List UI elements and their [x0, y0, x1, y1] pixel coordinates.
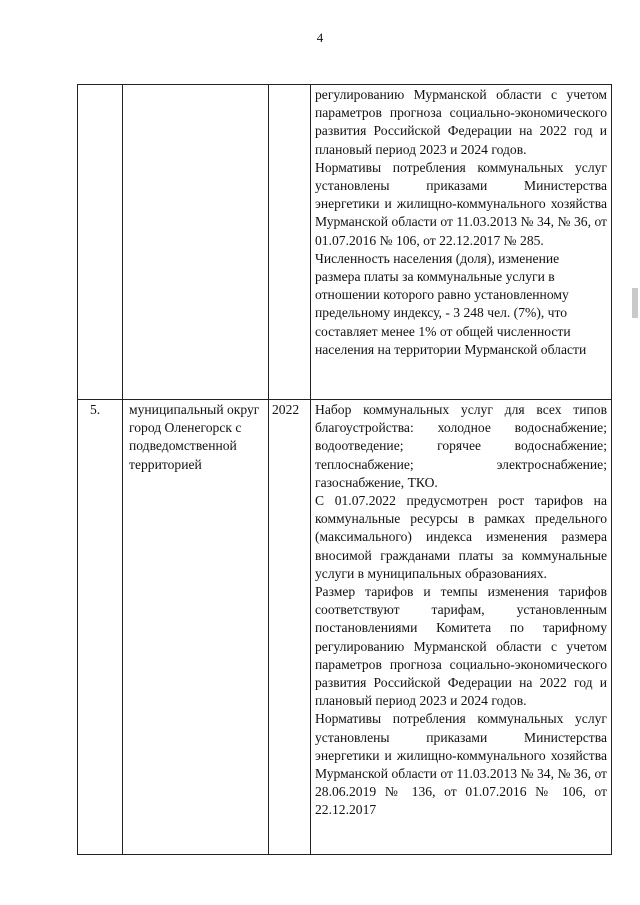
table-row [78, 85, 612, 400]
description-paragraph: Численность населения (доля), изменение размера платы за коммунальные услуги в отношении которого равно установленному предельному индексу, - 3 248 чел. (7%), что составляет менее 1% от общей численности населения на территории Мурманской области [315, 250, 587, 357]
municipality-cell: муниципальный округ город Оленегорск с подведомственной территорией [123, 400, 269, 855]
description-paragraph: Нормативы потребления коммунальных услуг установлены приказами Министерства энергетики и жилищно-коммунального хозяйства Мурманской области от 11.03.2013 № 34, № 36, от 28.06.2019 № 136, от 01.07.2016 № 106, от 22.12.2017 [315, 711, 607, 818]
table-row [78, 400, 612, 855]
year-cell: 2022 [269, 400, 311, 855]
row-number-cell: 5. [78, 400, 123, 855]
description-paragraph: Нормативы потребления коммунальных услуг установлены приказами Министерства энергетики и жилищно-коммунального хозяйства Мурманской области от 11.03.2013 № 34, № 36, от 01.07.2016 № 106, от 22.12.2017 № 285. [315, 159, 607, 248]
municipality-cell [123, 85, 269, 400]
row-number-cell [78, 85, 123, 400]
year-cell [269, 85, 311, 400]
description-cell [311, 400, 612, 855]
tariff-table [77, 84, 612, 855]
description-cell [311, 85, 612, 400]
description-paragraph: Набор коммунальных услуг для всех типов благоустройства: холодное водоснабжение; водоотведение; горячее водоснабжение; теплоснабжение; электроснабжение; газоснабжение, ТКО. [315, 402, 607, 490]
description-paragraph: С 01.07.2022 предусмотрен рост тарифов на коммунальные ресурсы в рамках предельного (максимального) индекса изменения размера вносимой гражданами платы за коммунальные услуги в муниципальных образованиях. [315, 493, 607, 581]
description-paragraph: Размер тарифов и темпы изменения тарифов соответствуют тарифам, установленным постановлениями Комитета по тарифному регулированию Мурманской области с учетом параметров прогноза социально-экономического развития Российской Федерации на 2022 год и плановый период 2023 и 2024 годов. [315, 584, 607, 709]
page-number: 4 [316, 30, 324, 45]
scan-edge-mark [632, 288, 638, 318]
description-paragraph: регулированию Мурманской области с учетом параметров прогноза социально-экономического развития Российской Федерации на 2022 год и плановый период 2023 и 2024 годов. [315, 87, 607, 157]
